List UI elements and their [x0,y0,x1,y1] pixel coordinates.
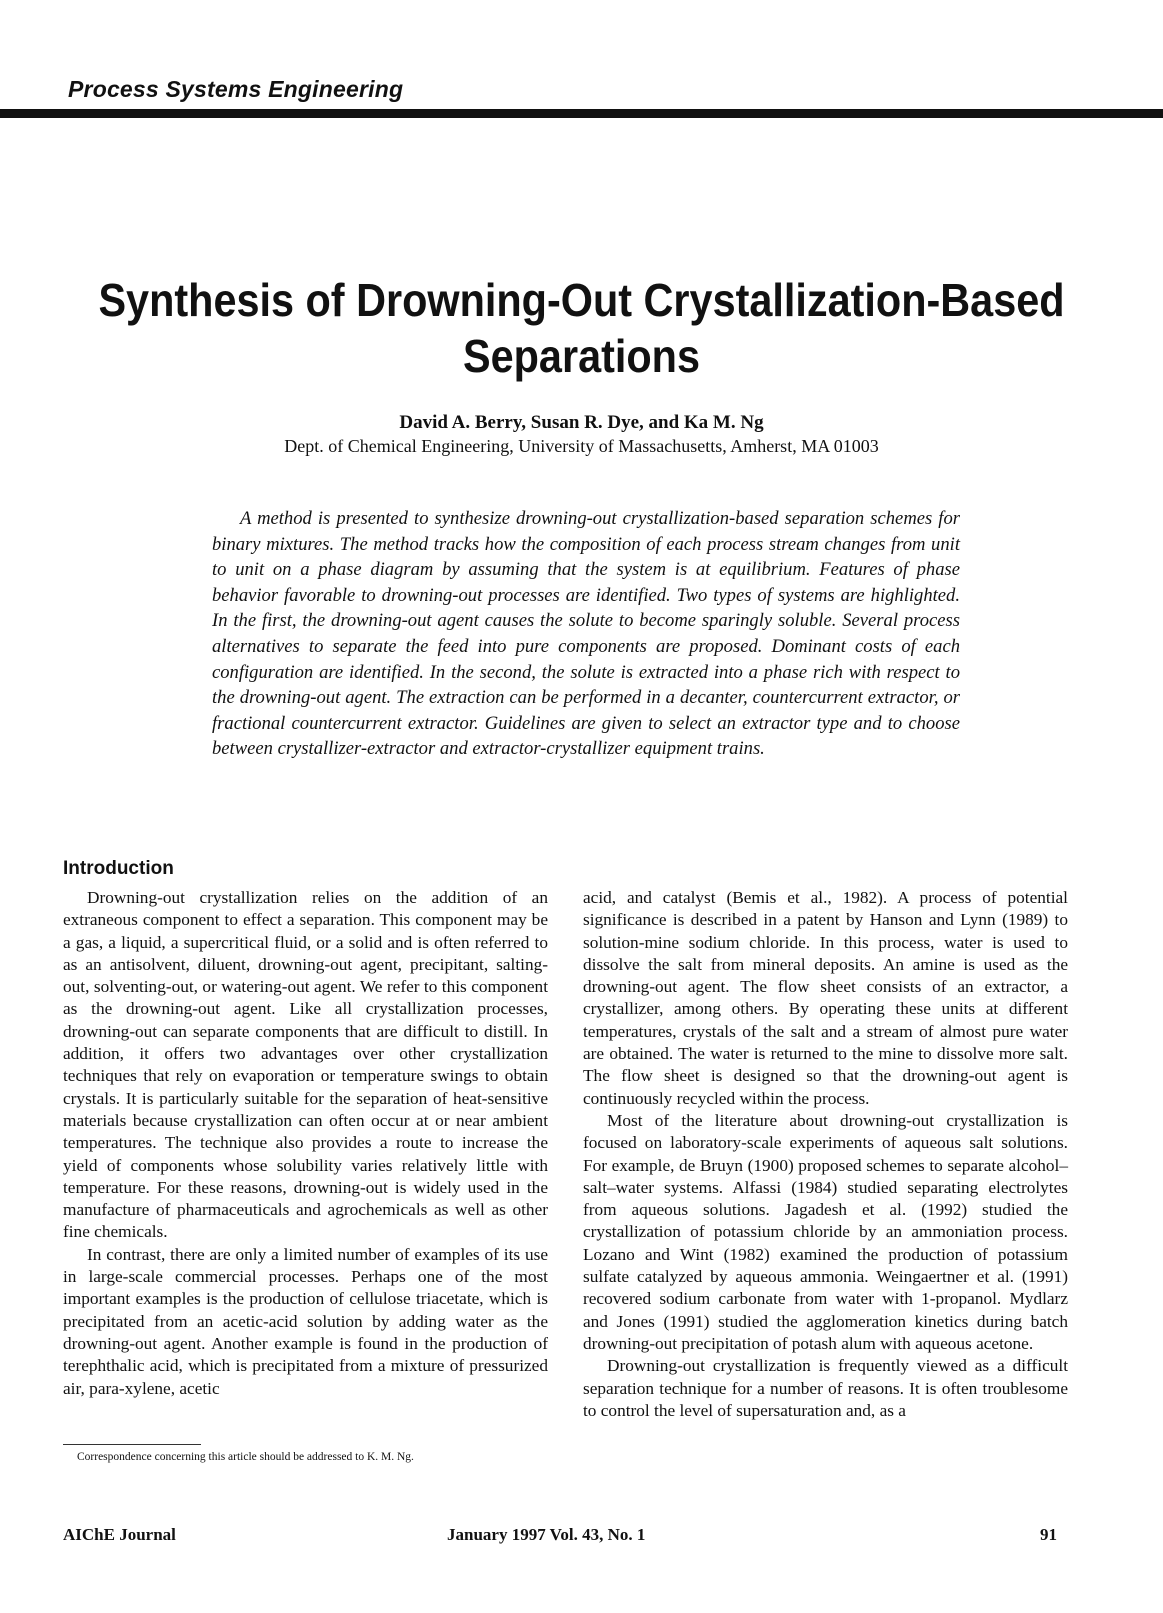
footnote: Correspondence concerning this article should be addressed to K. M. Ng. [77,1451,414,1463]
footer-journal: AIChE Journal [63,1525,176,1544]
abstract [212,506,960,762]
paragraph: acid, and catalyst (Bemis et al., 1982). A process of potential significance is described in a patent by Hanson and Lynn (1989) to solution-mine sodium chloride. In this process, water is used to dissolve the salt from mineral deposits. An amine is used as the drowning-out agent. The flow sheet consists of an extractor, a crystallizer, among others. By operating these units at different temperatures, crystals of the salt and a stream of almost pure water are obtained. The water is returned to the mine to dissolve more salt. The flow sheet is designed so that the drowning-out agent is continuously recycled within the process. [583,888,1068,1108]
right-column [583,887,1068,1422]
paragraph: Drowning-out crystallization is frequently viewed as a difficult separation technique for a number of reasons. It is often troublesome to control the level of supersaturation and, as a [583,1356,1068,1420]
section-tag: Process Systems Engineering [68,76,404,102]
abstract-text: A method is presented to synthesize drowning-out crystallization-based separation schemes for binary mixtures. The method tracks how the composition of each process stream changes from unit to unit on a phase diagram by assuming that the system is at equilibrium. Features of phase behavior favorable to drowning-out processes are identified. Two types of systems are highlighted. In the first, the drowning-out agent causes the solute to become sparingly soluble. Several process alternatives to separate the feed into pure components are proposed. Dominant costs of each configuration are identified. In the second, the solute is extracted into a phase rich with respect to the drowning-out agent. The extraction can be performed in a decanter, countercurrent extractor, or fractional countercurrent extractor. Guidelines are given to select an extractor type and to choose between crystallizer-extractor and extractor-crystallizer equipment trains. [212,508,960,760]
header-rule [0,109,1163,118]
footnote-rule [63,1444,201,1445]
paragraph: Most of the literature about drowning-out crystallization is focused on laboratory-scale experiments of aqueous salt solutions. For example, de Bruyn (1900) proposed schemes to separate alcohol–salt–water systems. Alfassi (1984) studied separating electrolytes from aqueous solutions. Jagadesh et al. (1992) studied the crystallization of potassium chloride by an ammoniation process. Lozano and Wint (1982) examined the production of potassium sulfate catalyzed by aqueous ammonia. Weingaertner et al. (1991) recovered sodium carbonate from water with 1-propanol. Mydlarz and Jones (1991) studied the agglomeration kinetics during batch drowning-out precipitation of potash alum with aqueous acetone. [583,1110,1068,1353]
affiliation: Dept. of Chemical Engineering, University of Massachusetts, Amherst, MA 01003 [284,436,879,456]
paragraph: Drowning-out crystallization relies on the addition of an extraneous component to effect a separation. This component may be a gas, a liquid, a supercritical fluid, or a solid and is often referred to as an antisolvent, diluent, drowning-out agent, precipitant, salting-out, solventing-out, or watering-out agent. We refer to this component as the drowning-out agent. Like all crystallization processes, drowning-out can separate components that are difficult to distill. In addition, it offers two advantages over other crystallization techniques that rely on evaporation or temperature swings to obtain crystals. It is particularly suitable for the separation of heat-sensitive materials because crystallization can often occur at or near ambient temperatures. The technique also provides a route to increase the yield of components whose solubility varies relatively little with temperature. For these reasons, drowning-out is widely used in the manufacture of pharmaceuticals and agrochemicals as well as other fine chemicals. [63,888,548,1242]
page-number: 91 [1040,1525,1057,1544]
paragraph: In contrast, there are only a limited number of examples of its use in large-scale commercial processes. Perhaps one of the most important examples is the production of cellulose triacetate, which is precipitated from an acetic-acid solution by adding water as the drowning-out agent. Another example is found in the production of terephthalic acid, which is precipitated from a mixture of pressurized air, para-xylene, acetic [63,1244,548,1398]
section-heading-introduction: Introduction [63,858,174,879]
authors: David A. Berry, Susan R. Dye, and Ka M. Ng [399,412,764,433]
left-column [63,887,548,1400]
article-title: Synthesis of Drowning-Out Crystallization-Based Separations [98,274,1065,382]
footer-issue: January 1997 Vol. 43, No. 1 [447,1525,646,1544]
